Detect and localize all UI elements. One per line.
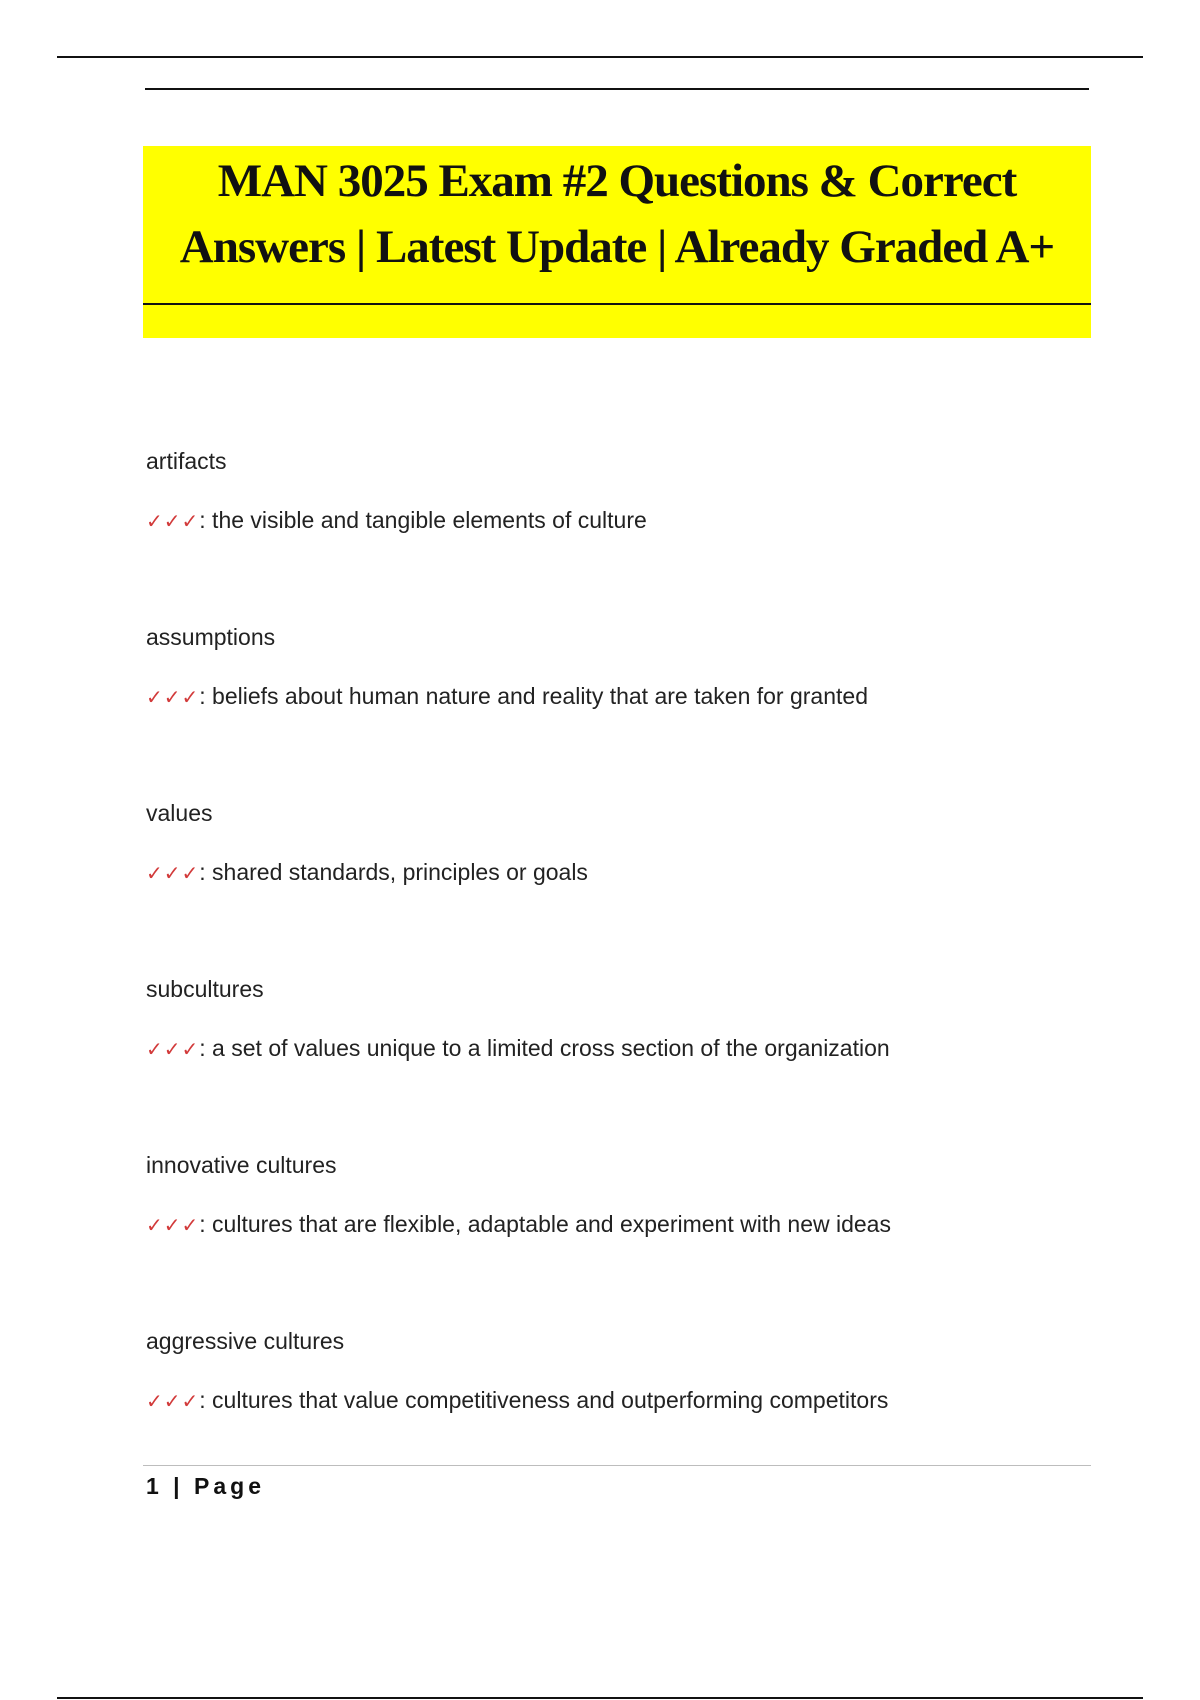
term-text: assumptions [146, 624, 276, 650]
answer-line [146, 1385, 888, 1416]
term-text: innovative cultures [146, 1152, 337, 1178]
answer-line [146, 1033, 890, 1064]
top-inner-rule [145, 88, 1089, 90]
answer-line [146, 681, 868, 712]
answer-text: : cultures that value competitiveness and outperforming competitors [199, 1387, 889, 1413]
page-number-label: 1 | Page [146, 1473, 265, 1499]
title-line-2: Answers | Latest Update | Already Graded A+ [179, 221, 1055, 273]
term-text: subcultures [146, 976, 264, 1002]
term-text: aggressive cultures [146, 1328, 345, 1354]
qa-item [146, 974, 1086, 1150]
qa-item [146, 1150, 1086, 1326]
qa-item [146, 622, 1086, 798]
qa-list [146, 446, 1086, 1502]
title-underline-rule [143, 303, 1091, 305]
document-title [143, 146, 1091, 280]
answer-text: : shared standards, principles or goals [199, 859, 588, 885]
check-marks-icon: ✓✓✓ [146, 685, 200, 709]
answer-text: : cultures that are flexible, adaptable and experiment with new ideas [199, 1211, 891, 1237]
answer-text: : the visible and tangible elements of culture [199, 507, 647, 533]
check-marks-icon: ✓✓✓ [146, 1389, 200, 1413]
answer-line [146, 505, 647, 536]
top-outer-rule [57, 56, 1143, 58]
qa-item [146, 446, 1086, 622]
check-marks-icon: ✓✓✓ [146, 509, 200, 533]
footer-rule [143, 1465, 1091, 1466]
check-marks-icon: ✓✓✓ [146, 1213, 200, 1237]
qa-item [146, 798, 1086, 974]
check-marks-icon: ✓✓✓ [146, 1037, 200, 1061]
term-text: artifacts [146, 448, 227, 474]
bottom-outer-rule [57, 1697, 1143, 1699]
check-marks-icon: ✓✓✓ [146, 861, 200, 885]
answer-text: : beliefs about human nature and reality that are taken for granted [199, 683, 868, 709]
title-line-1: MAN 3025 Exam #2 Questions & Correct [217, 155, 1017, 207]
answer-text: : a set of values unique to a limited cross section of the organization [199, 1035, 890, 1061]
title-banner [143, 146, 1091, 338]
term-text: values [146, 800, 213, 826]
answer-line [146, 1209, 891, 1240]
qa-item [146, 1326, 1086, 1502]
answer-line [146, 857, 588, 888]
